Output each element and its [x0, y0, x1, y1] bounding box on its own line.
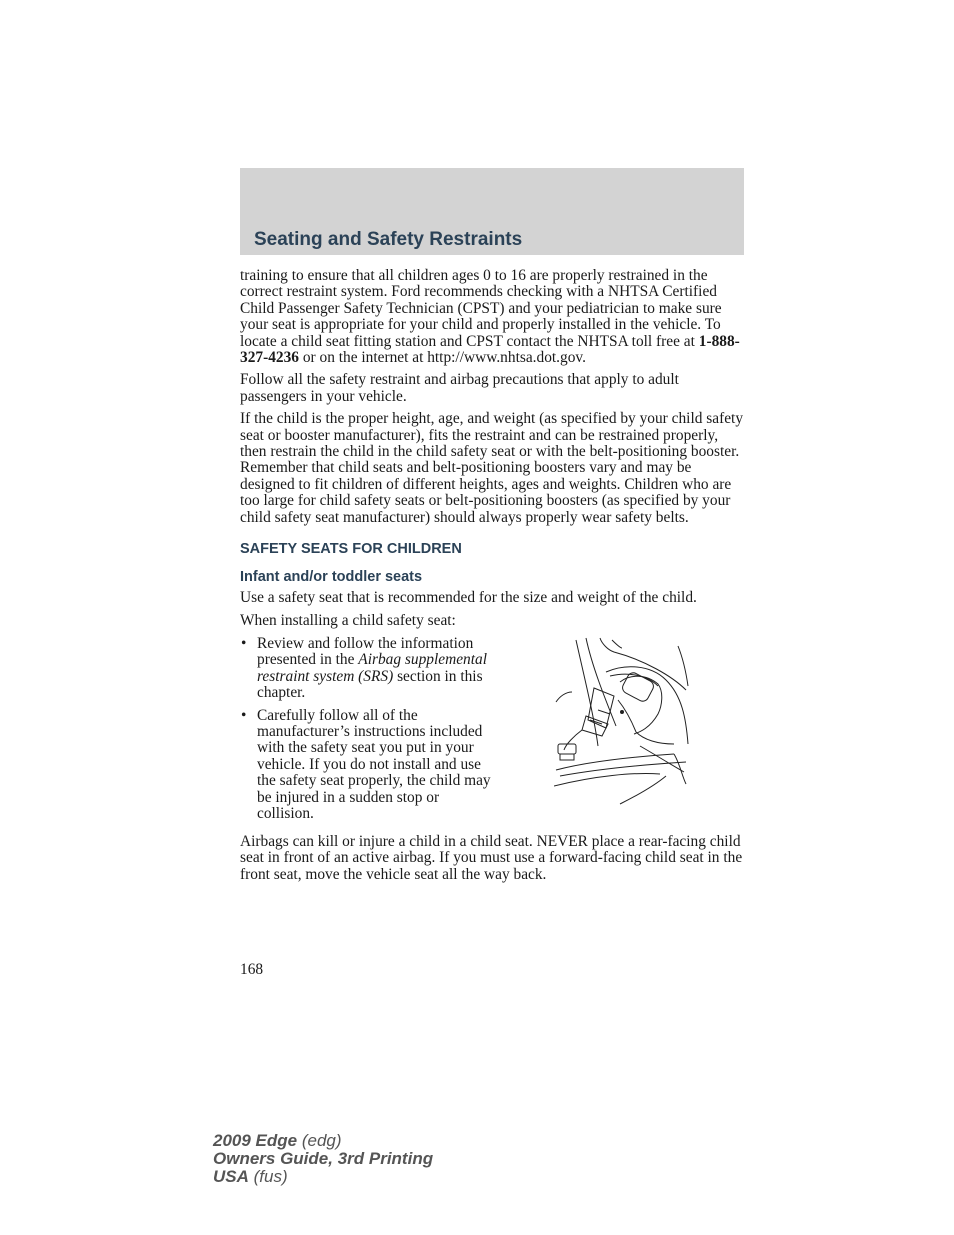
section-title: Seating and Safety Restraints: [254, 229, 523, 250]
bullet-area: [240, 636, 744, 830]
nhtsa-phone-number: 1-888-327-4236: [240, 332, 740, 367]
bullet-list: [240, 636, 498, 822]
section-header-band: [240, 168, 744, 255]
footer-line-2: Owners Guide, 3rd Printing: [213, 1149, 434, 1168]
intro-paragraph-1: training to ensure that all children ages 0 to 16 are properly restrained in the correct restraint system. Ford recommends checking with a NHTSA Certified Child Passenger Safety Technician (CPST) and your pediatrician to make sure your seat is appropriate for your child and properly installed in the vehicle. To locate a child seat fitting station and CPST contact the NHTSA toll free at 1-888-327-4236 or on the internet at http://www.nhtsa.dot.gov.: [240, 267, 740, 367]
subsection-heading: Infant and/or toddler seats: [240, 569, 423, 586]
footer-line-3: USA (fus): [213, 1167, 288, 1186]
list-item: • Carefully follow all of the manufacturer’s instructions included with the safety seat you put in your vehicle. If you do not install and use the safety seat properly, the child may be injured in a sudden stop or collision.: [241, 706, 491, 822]
page-content: [240, 268, 744, 889]
airbag-warning-paragraph: Airbags can kill or injure a child in a child seat. NEVER place a rear-facing child seat in front of an active airbag. If you must use a forward-facing child seat in the front seat, move the vehicle seat all the way back.: [240, 832, 743, 883]
page-number: 168: [240, 961, 264, 978]
intro-paragraph-2: Follow all the safety restraint and airbag precautions that apply to adult passengers in your vehicle.: [240, 371, 679, 405]
bullet-marker: •: [241, 706, 247, 724]
footer-line-1: 2009 Edge (edg): [213, 1131, 342, 1150]
document-footer: [213, 1132, 433, 1186]
list-item: • Review and follow the information presented in the Airbag supplemental restraint system (SRS) section in this chapter.: [241, 634, 487, 702]
section-heading: SAFETY SEATS FOR CHILDREN: [240, 541, 462, 558]
section-paragraph-2: When installing a child safety seat:: [240, 611, 456, 629]
section-paragraph-1: Use a safety seat that is recommended for the size and weight of the child.: [240, 589, 697, 607]
srs-section-reference: Airbag supplemental restraint system (SRS): [257, 651, 487, 685]
bullet-marker: •: [241, 634, 247, 652]
child-seat-buckle-illustration: [554, 636, 698, 808]
intro-paragraph-3: If the child is the proper height, age, and weight (as specified by your child safety seat or booster manufacturer), fits the restraint and can be restrained properly, then restrain the child in the child safety seat or with the belt-positioning booster. Remember that child seats and belt-positioning boosters vary and may be designed to fit children of different heights, ages and weights. Children who are too large for child safety seats or belt-positioning boosters (as specified by your child safety seat manufacturer) should always properly wear safety belts.: [240, 410, 744, 526]
